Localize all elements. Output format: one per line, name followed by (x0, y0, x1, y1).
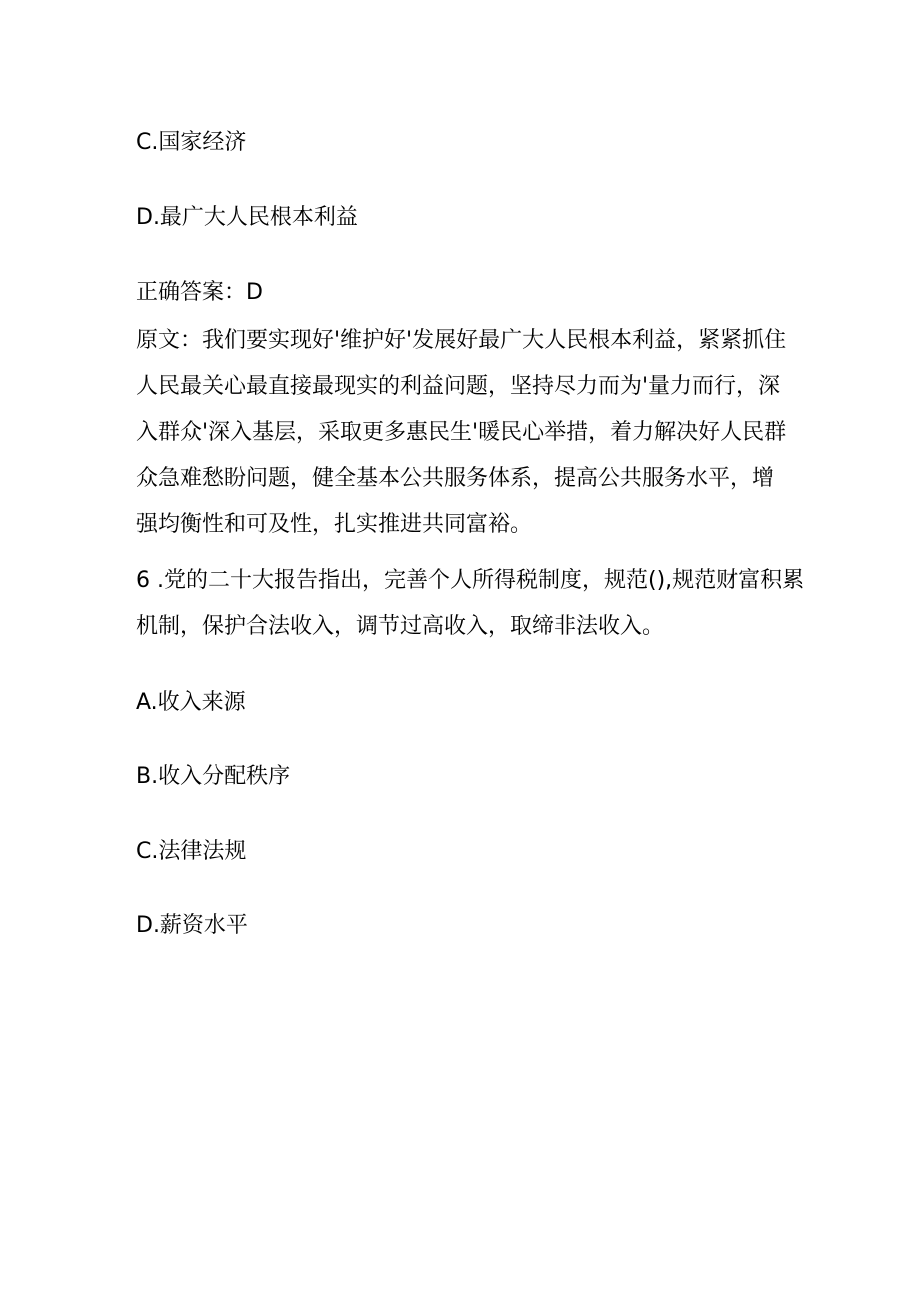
q6-option-c: C.法律法规 (136, 839, 247, 864)
q6-stem-line: 机制，保护合法收入，调节过高收入，取缔非法收入。 (136, 614, 665, 639)
q6-option-d: D.薪资水平 (136, 913, 248, 938)
q5-source-line: 入群众'深入基层，采取更多惠民生'暖民心举措，着力解决好人民群 (136, 420, 787, 445)
q5-source-line: 原文：我们要实现好'维护好'发展好最广大人民根本利益，紧紧抓住 (136, 328, 787, 353)
q5-source-line: 强均衡性和可及性，扎实推进共同富裕。 (136, 512, 533, 537)
q5-option-c: C.国家经济 (136, 130, 247, 155)
q5-correct-answer: 正确答案：D (136, 280, 263, 305)
q5-source-line: 人民最关心最直接最现实的利益问题，坚持尽力而为'量力而行，深 (136, 374, 781, 399)
q5-option-d: D.最广大人民根本利益 (136, 205, 358, 230)
q6-option-b: B.收入分配秩序 (136, 764, 291, 789)
q6-option-a: A.收入来源 (136, 690, 246, 715)
q6-question-stem (136, 558, 805, 650)
q5-source-text (136, 318, 786, 548)
q6-stem-line: 6 .党的二十大报告指出，完善个人所得税制度，规范(),规范财富积累 (136, 568, 805, 593)
q5-source-line: 众急难愁盼问题，健全基本公共服务体系，提高公共服务水平，增 (136, 466, 775, 491)
